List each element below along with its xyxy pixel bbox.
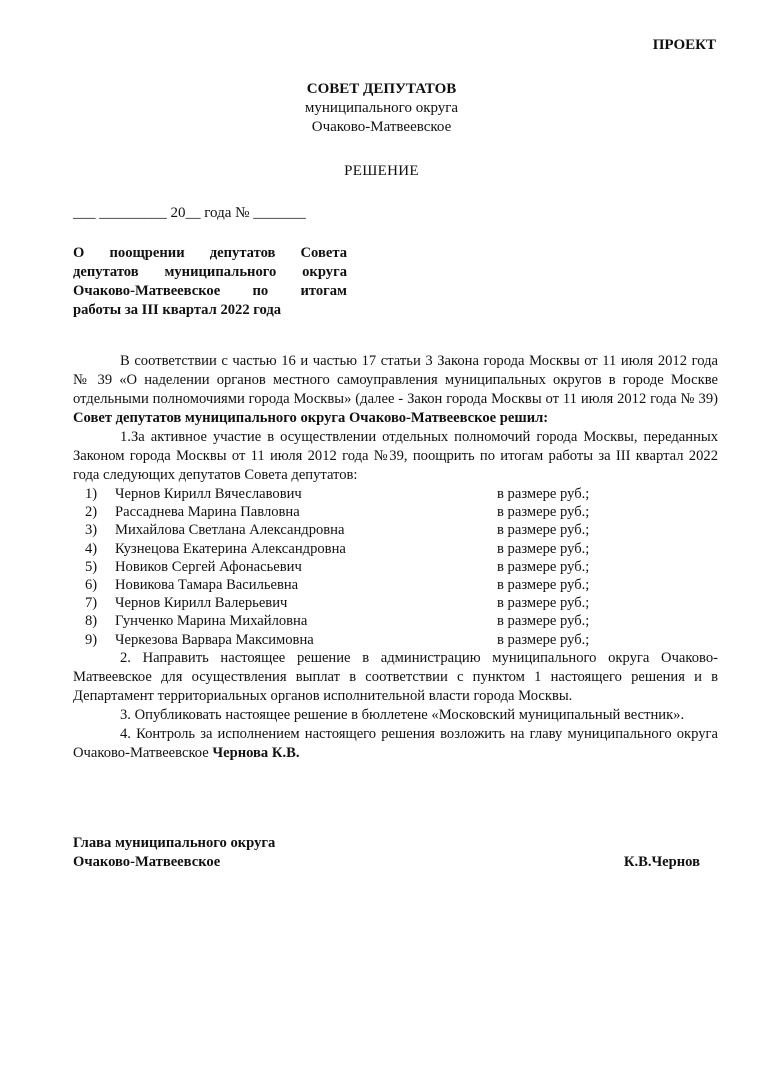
decision-subject (73, 244, 347, 320)
item-4-paragraph (73, 725, 718, 763)
document-type: РЕШЕНИЕ (344, 163, 419, 179)
preamble-paragraph (73, 352, 718, 428)
item-4-bold: Чернова К.В. (212, 744, 300, 761)
signature-title-line-1: Глава муниципального округа (73, 835, 276, 851)
subject-line-1: О поощрении депутатов Совета (73, 245, 347, 261)
document-header (0, 80, 763, 137)
deputies-list (73, 485, 718, 649)
list-item: 8) Гунченко Марина Михайловна в размере руб.; (85, 613, 590, 630)
subject-line-4: работы за III квартал 2022 года (73, 302, 282, 318)
list-item: 3) Михайлова Светлана Александровна в размере руб.; (85, 522, 590, 539)
item-4-text: 4. Контроль за исполнением настоящего решения возложить на главу муниципального округа Очаково-Матвеевское (73, 725, 718, 761)
preamble-bold: Совет депутатов муниципального округа Очаково-Матвеевское решил: (73, 410, 549, 426)
preamble-text: В соответствии с частью 16 и частью 17 статьи 3 Закона города Москвы от 11 июля 2012 года № 39 «О наделении органов местного самоуправления муниципальных округов в городе Москве отдельными полномочиями города Москвы» (далее - Закон города Москвы от 11 июля 2012 года № 39) (73, 353, 718, 407)
list-item: 2) Рассаднева Марина Павловна в размере руб.; (85, 504, 590, 521)
item-1-paragraph: 1.За активное участие в осуществлении отдельных полномочий города Москвы, переданных Законом города Москвы от 11 июля 2012 года №39, поощрить по итогам работы за III квартал 2022 года следующих депутатов Совета депутатов: (73, 429, 718, 483)
list-item: 1) Чернов Кирилл Вячеславович в размере руб.; (85, 486, 590, 502)
municipal-district-line: муниципального округа (304, 100, 459, 116)
signature-block (73, 834, 700, 872)
list-item: 5) Новиков Сергей Афонасьевич в размере руб.; (85, 558, 590, 575)
list-item: 6) Новикова Тамара Васильевна в размере руб.; (85, 576, 590, 593)
list-item: 7) Чернов Кирилл Валерьевич в размере руб.; (85, 595, 590, 612)
date-number-line: ___ _________ 20__ года № _______ (73, 205, 306, 221)
signature-title-line-2: Очаково-Матвеевское (73, 854, 221, 870)
item-2-paragraph: 2. Направить настоящее решение в администрацию муниципального округа Очаково-Матвеевское для осуществления выплат в соответствии с пунктом 1 настоящего решения и в Департамент территориальных органов исполнительной власти города Москвы. (73, 649, 718, 704)
subject-line-3: Очаково-Матвеевское по итогам (73, 283, 347, 299)
list-item: 9) Черкезова Варвара Максимовна в размере руб.; (85, 631, 590, 648)
decision-body (73, 352, 718, 763)
item-3-paragraph: 3. Опубликовать настоящее решение в бюллетене «Московский муниципальный вестник». (120, 706, 685, 723)
list-item: 4) Кузнецова Екатерина Александровна в размере руб.; (85, 540, 590, 557)
signatory-name: К.В.Чернов (623, 854, 700, 870)
project-label: ПРОЕКТ (652, 37, 716, 53)
subject-line-2: депутатов муниципального округа (73, 264, 347, 280)
council-title: СОВЕТ ДЕПУТАТОВ (306, 81, 457, 97)
district-name-line: Очаково-Матвеевское (311, 119, 452, 135)
